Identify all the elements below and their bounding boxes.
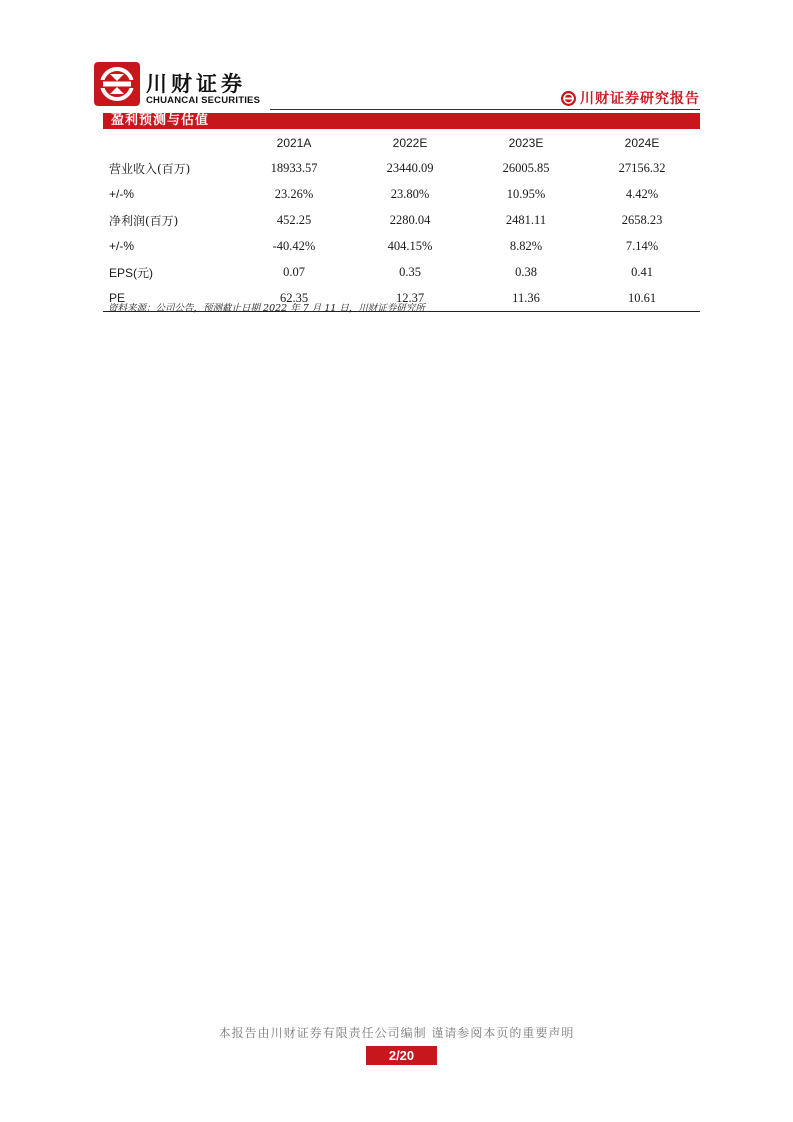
page-header <box>94 62 700 110</box>
table-cell: 10.95% <box>506 186 546 201</box>
table-cell: 11.36 <box>468 285 584 312</box>
header-divider <box>270 109 700 110</box>
table-cell: 23.80% <box>390 186 430 201</box>
row-label: 净利润(百万) <box>109 213 179 228</box>
row-label: +/-% <box>109 187 135 201</box>
table-cell: 0.38 <box>515 264 537 279</box>
brand-name-en: CHUANCAI SECURITIES <box>146 95 261 106</box>
table-row <box>103 207 700 233</box>
table-cell: 4.42% <box>625 186 659 201</box>
brand-name-cn: 川财证券 <box>146 72 246 96</box>
table-header-cell: 2023E <box>508 136 544 150</box>
report-type-text: 川财证券研究报告 <box>580 91 700 107</box>
table-cell: 0.41 <box>631 264 653 279</box>
table-header-cell <box>103 131 236 155</box>
table-row <box>103 155 700 181</box>
table-header-row <box>103 131 700 155</box>
table-cell: 2481.11 <box>505 212 547 227</box>
table-cell: 18933.57 <box>270 160 318 175</box>
table-cell: 12.37 <box>352 285 468 312</box>
table-cell: 0.35 <box>399 264 421 279</box>
table-cell: 8.82% <box>509 238 543 253</box>
table-cell: 2280.04 <box>389 212 431 227</box>
table-row <box>103 233 700 259</box>
table-cell: 23.26% <box>274 186 314 201</box>
table-cell: 452.25 <box>276 212 312 227</box>
footer-disclaimer: 本报告由川财证券有限责任公司编制 谨请参阅本页的重要声明 <box>218 1026 575 1040</box>
table-cell: 10.61 <box>584 285 700 312</box>
forecast-table <box>103 131 700 312</box>
table-row <box>103 181 700 207</box>
section-title-bar <box>103 113 700 129</box>
table-cell: 26005.85 <box>502 160 550 175</box>
row-label: 营业收入(百万) <box>109 161 191 176</box>
table-cell: 7.14% <box>625 238 659 253</box>
company-logo <box>94 62 140 106</box>
table-cell: -40.42% <box>272 238 316 253</box>
table-cell: 2658.23 <box>621 212 663 227</box>
table-cell: 0.07 <box>283 264 305 279</box>
table-cell: 404.15% <box>387 238 433 253</box>
data-source-note: 资料来源：公司公告，预测截止日期 2022 年 7 月 11 日，川财证券研究所 <box>108 303 425 314</box>
table-row <box>103 259 700 285</box>
page-number: 2/20 <box>366 1046 437 1065</box>
row-label: EPS(元) <box>109 265 154 280</box>
table-header-cell: 2021A <box>276 136 312 150</box>
table-cell: 62.35 <box>236 285 352 312</box>
row-label: +/-% <box>109 239 135 253</box>
section-title: 盈利预测与估值 <box>111 113 210 128</box>
table-header-cell: 2022E <box>392 136 428 150</box>
report-logo-icon <box>561 91 576 106</box>
table-cell: 23440.09 <box>386 160 434 175</box>
table-cell: 27156.32 <box>618 160 666 175</box>
table-header-cell: 2024E <box>624 136 660 150</box>
report-type-label <box>561 88 700 108</box>
row-label: PE <box>103 285 236 312</box>
